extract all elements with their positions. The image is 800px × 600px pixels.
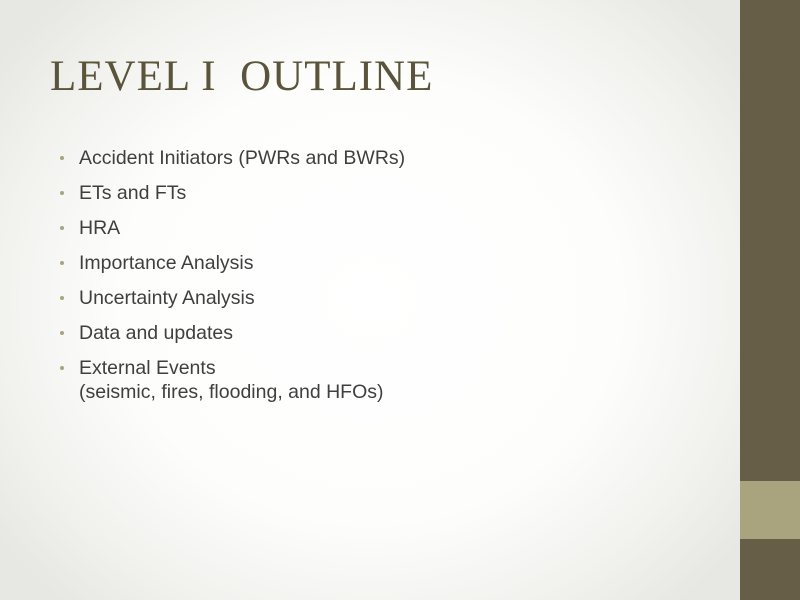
bullet-text: Importance Analysis [79,252,254,274]
bullet-text: Accident Initiators (PWRs and BWRs) [79,147,406,169]
bullet-marker [60,296,64,300]
bullet-marker [60,261,64,265]
bullet-marker [60,366,64,370]
bullet-marker [60,226,64,230]
bullet-item-external-events [60,356,405,404]
bullet-text: Data and updates [79,322,233,344]
bullet-item-accident-initiators [60,146,405,170]
bullet-marker [60,156,64,160]
bullet-item-importance-analysis [60,251,405,275]
bullet-list [60,146,405,415]
bullet-item-uncertainty-analysis [60,286,405,310]
bullet-text: ETs and FTs [79,182,187,204]
bullet-marker [60,331,64,335]
bullet-item-ets-fts [60,181,405,205]
bullet-text: HRA [79,217,121,239]
slide-side-band-accent [740,481,800,539]
bullet-item-hra [60,216,405,240]
bullet-text: External Events [79,357,216,379]
bullet-subtext: (seismic, fires, flooding, and HFOs) [79,381,384,403]
bullet-text: Uncertainty Analysis [79,287,255,309]
slide-title: LEVEL I OUTLINE [50,53,434,100]
bullet-item-data-updates [60,321,405,345]
bullet-marker [60,191,64,195]
